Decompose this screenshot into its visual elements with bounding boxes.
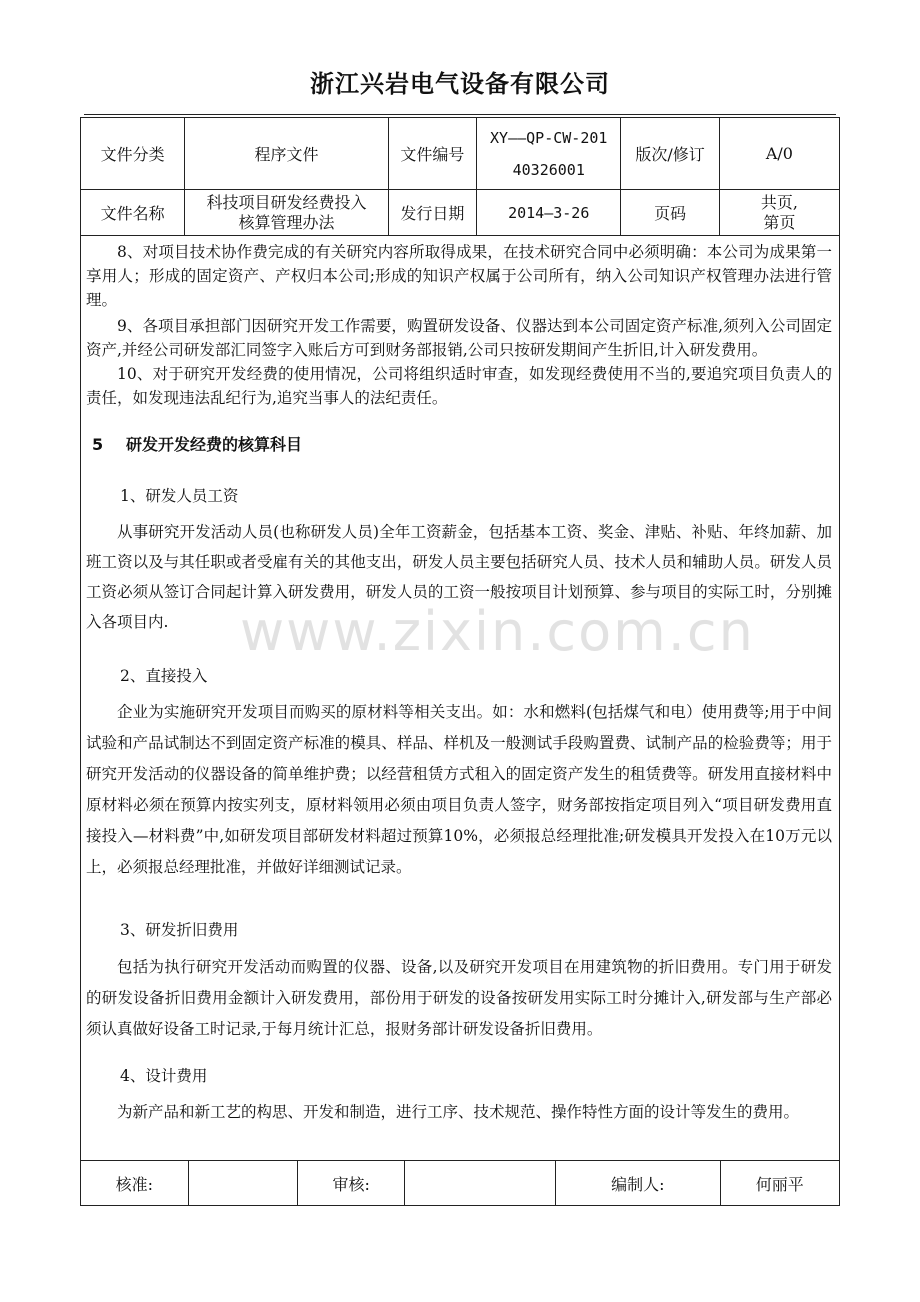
approve-value bbox=[188, 1161, 297, 1206]
signature-table bbox=[80, 1160, 840, 1206]
paragraph-8: 8、对项目技术协作费完成的有关研究内容所取得成果，在技术研究合同中必须明确：本公司为成果第一享用人；形成的固定资产、产权归本公司;形成的知识产权属于公司所有，纳入公司知识产权管理办法进行管理。 bbox=[86, 243, 832, 309]
watermark-text: www.zixin.com.cn bbox=[240, 600, 755, 663]
author-label: 编制人: bbox=[555, 1161, 720, 1206]
section-5-number: 5 bbox=[92, 435, 104, 454]
issue-date-label: 发行日期 bbox=[388, 190, 476, 236]
section-5-heading bbox=[92, 432, 302, 455]
subsection-1-title: 1、研发人员工资 bbox=[120, 487, 239, 505]
doc-number-line2: 40326001 bbox=[512, 160, 585, 179]
page-label: 页码 bbox=[621, 190, 719, 236]
company-title: 浙江兴岩电气设备有限公司 bbox=[310, 70, 610, 98]
doc-name-value: 科技项目研发经费投入核算管理办法 bbox=[185, 190, 388, 236]
subsection-4-text: 为新产品和新工艺的构思、开发和制造，进行工序、技术规范、操作特性方面的设计等发生的费用。 bbox=[117, 1103, 800, 1121]
page-value bbox=[719, 190, 839, 236]
issue-date-value: 2014—3-26 bbox=[477, 190, 621, 236]
page-total: 共页, bbox=[760, 192, 798, 212]
subsection-3-title: 3、研发折旧费用 bbox=[120, 921, 239, 939]
approve-label: 核准: bbox=[81, 1161, 189, 1206]
review-label: 审核: bbox=[297, 1161, 405, 1206]
title-underline bbox=[84, 114, 836, 115]
section-5-title: 研发开发经费的核算科目 bbox=[126, 435, 303, 454]
page-current: 第页 bbox=[763, 212, 796, 232]
version-value: A/0 bbox=[719, 118, 839, 190]
paragraph-10: 10、对于研究开发经费的使用情况，公司将组织适时审查，如发现经费使用不当的,要追究项目负责人的责任，如发现违法乱纪行为,追究当事人的法纪责任。 bbox=[86, 365, 832, 407]
doc-number-line1: XY——QP-CW-201 bbox=[490, 128, 608, 147]
doc-number-value bbox=[477, 118, 621, 190]
subsection-3-text: 包括为执行研究开发活动而购置的仪器、设备,以及研究开发项目在用建筑物的折旧费用。专门用于研发的研发设备折旧费用金额计入研发费用，部份用于研发的设备按研发用实际工时分摊计入,研发部与生产部必须认真做好设备工时记录,于每月统计汇总，报财务部计研发设备折旧费用。 bbox=[86, 958, 832, 1038]
review-value bbox=[405, 1161, 556, 1206]
doc-name-label: 文件名称 bbox=[81, 190, 185, 236]
category-label: 文件分类 bbox=[81, 118, 185, 190]
subsection-4-title: 4、设计费用 bbox=[120, 1067, 208, 1085]
subsection-2-title: 2、直接投入 bbox=[120, 667, 208, 685]
paragraph-9: 9、各项目承担部门因研究开发工作需要，购置研发设备、仪器达到本公司固定资产标准,须列入公司固定资产,并经公司研发部汇同签字入账后方可到财务部报销,公司只按研发期间产生折旧,计入研发费用。 bbox=[86, 317, 832, 359]
category-value: 程序文件 bbox=[185, 118, 388, 190]
subsection-2-text: 企业为实施研究开发项目而购买的原材料等相关支出。如：水和燃料(包括煤气和电）使用费等;用于中间试验和产品试制达不到固定资产标准的模具、样品、样机及一般测试手段购置费、试制产品的检验费等；用于研究开发活动的仪器设备的简单维护费；以经营租赁方式租入的固定资产发生的租赁费等。研发用直接材料中原材料必须在预算内按实列支，原材料领用必须由项目负责人签字，财务部按指定项目列入“项目研发费用直接投入—材料费”中,如研发项目部研发材料超过预算10%，必须报总经理批准;研发模具开发投入在10万元以上，必须报总经理批准，并做好详细测试记录。 bbox=[86, 703, 832, 876]
document-header-table bbox=[80, 117, 840, 236]
subsection-1-text: 从事研究开发活动人员(也称研发人员)全年工资薪金，包括基本工资、奖金、津贴、补贴、年终加薪、加班工资以及与其任职或者受雇有关的其他支出，研发人员主要包括研究人员、技术人员和辅助人员。研发人员工资必须从签订合同起计算入研发费用，研发人员的工资一般按项目计划预算、参与项目的实际工时，分别摊入各项目内. bbox=[86, 523, 832, 631]
doc-number-label: 文件编号 bbox=[388, 118, 476, 190]
version-label: 版次/修订 bbox=[621, 118, 719, 190]
author-value: 何丽平 bbox=[720, 1161, 839, 1206]
